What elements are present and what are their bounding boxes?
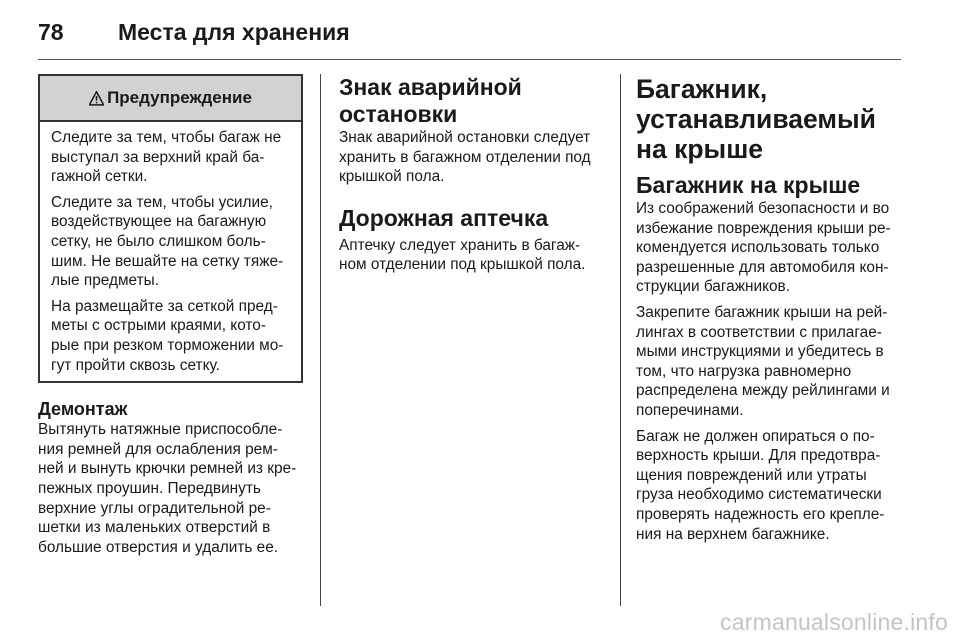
warning-paragraph-2: Следите за тем, чтобы усилие, воздействующее на багажную сетку, не было слишком боль-шим. Не вешайте на сетку тяже-лые предметы. — [51, 193, 284, 290]
warning-title: Предупреждение — [107, 88, 252, 107]
warning-paragraph-3: На размещайте за сеткой пред-меты с острыми краями, кото-рые при резком торможении мо-гут пройти сквозь сетку. — [51, 297, 284, 374]
warning-box — [38, 74, 303, 383]
column-divider-left — [320, 74, 321, 606]
warning-paragraph-1: Следите за тем, чтобы багаж не выступал за верхний край ба-гажной сетки. — [51, 129, 282, 186]
roof-rack-paragraph-2: Закрепите багажник крыши на рей-лингах в соответствии с прилагае-мыми инструкциями и убедитесь в том, что нагрузка равномерно распределена между рейлингами и поперечинами. — [636, 303, 890, 419]
first-aid-text: Аптечку следует хранить в багаж-ном отделении под крышкой пола. — [339, 236, 586, 274]
roof-rack-paragraph-1: Из соображений безопасности и во избежание повреждения крыши ре-комендуется использовать только разрешенные для автомобиля кон-струкции багажников. — [636, 200, 891, 296]
column-right — [636, 74, 904, 550]
removal-text: Вытянуть натяжные приспособле-ния ремней для ослабления рем-ней и вынуть крючки ремней из кре-пежных проушин. Передвинуть верхние углы оградительной ре-шетки из маленьких отверстий в большие отверстия и удалить ее. — [38, 421, 297, 556]
first-aid-heading: Дорожная аптечка — [339, 204, 549, 231]
warning-triangle-icon — [89, 91, 104, 106]
roof-rack-paragraph-3: Багаж не должен опираться о по-верхность крыши. Для предотвра-щения повреждений или утраты груза необходимо систематически проверять надежность его крепле-ния на верхнем багажнике. — [636, 427, 885, 543]
warning-header — [40, 76, 301, 122]
triangle-text: Знак аварийной остановки следует хранить в багажном отделении под крышкой пола. — [339, 129, 591, 186]
page-header — [38, 12, 350, 52]
column-middle — [339, 74, 604, 281]
header-divider — [38, 59, 901, 60]
column-divider-right — [620, 74, 621, 606]
page-number: 78 — [38, 18, 64, 45]
column-left — [38, 74, 303, 563]
warning-body — [40, 122, 301, 381]
roof-rack-subheading: Багажник на крыше — [636, 172, 861, 198]
removal-heading: Демонтаж — [38, 399, 128, 420]
triangle-heading: Знак аварийной остановки — [339, 74, 522, 127]
roof-rack-heading: Багажник, устанавливаемый на крыше — [636, 74, 876, 164]
chapter-title: Места для хранения — [118, 18, 350, 45]
watermark: carmanualsonline.info — [720, 609, 948, 635]
